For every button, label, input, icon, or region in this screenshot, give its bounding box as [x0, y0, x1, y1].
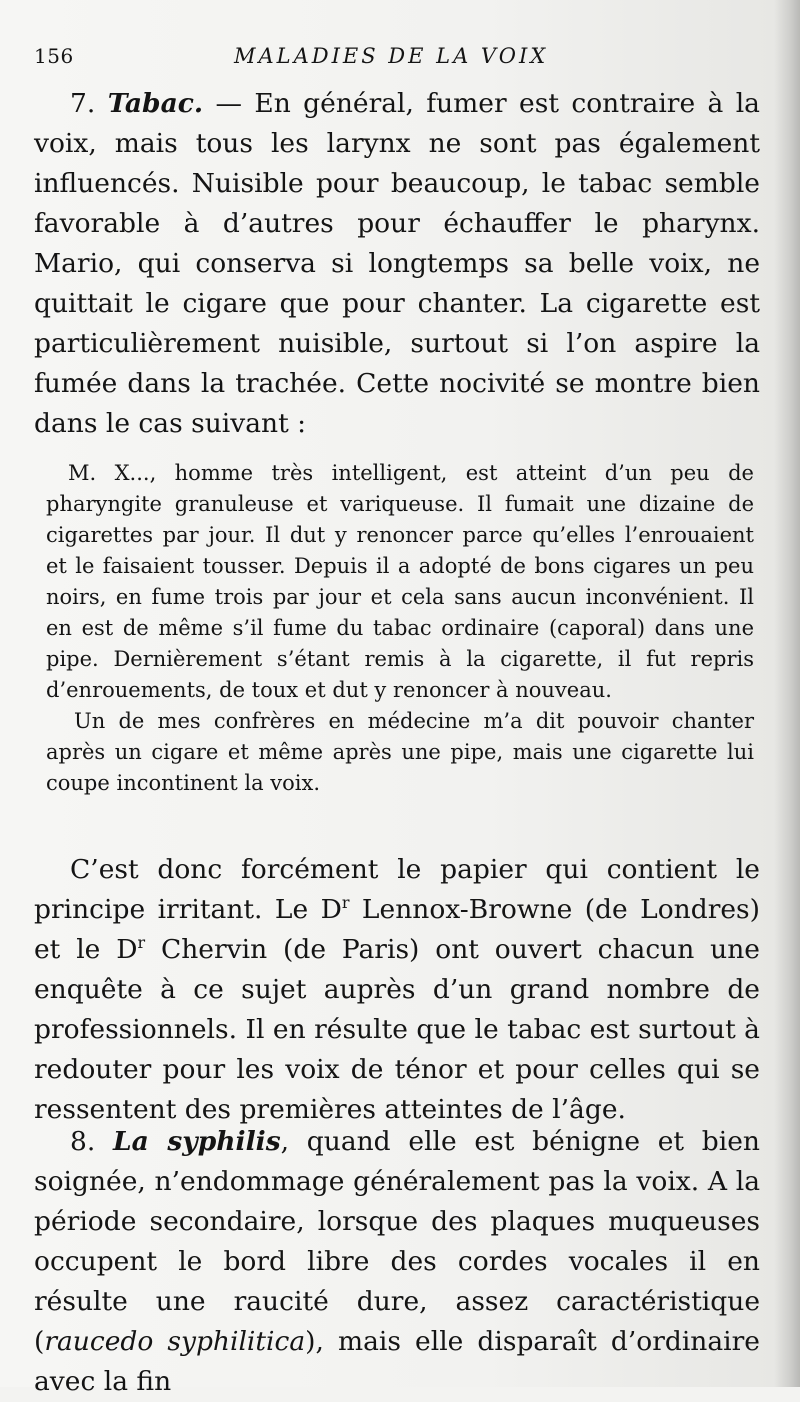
case-quote-paragraph-2: Un de mes confrères en médecine m’a dit pouvoir chanter après un cigare et même après une pipe, mais une cigarette lui coupe incontinent la voix. [46, 709, 754, 795]
section-8-paragraph [34, 1122, 760, 1402]
section-8-title: La syphilis [113, 1126, 281, 1157]
running-title: MALADIES DE LA VOIX [234, 44, 549, 68]
section-8-latin-term: raucedo syphilitica [44, 1326, 306, 1357]
section-7-title: Tabac. [107, 88, 204, 119]
section-7-paragraph [34, 84, 760, 444]
paragraph-paper-irritant [34, 850, 760, 1130]
case-quote-paragraph-1: M. X..., homme très intelligent, est atteint d’un peu de pharyngite granuleuse et variqueuse. Il fumait une dizaine de cigarettes par jour. Il dut y renoncer parce qu’elles l’enrouaient et le faisaient tousser. Depuis il a adopté de bons cigares un peu noirs, en fume trois par jour et cela sans aucun inconvénient. Il en est de même s’il fume du tabac ordinaire (caporal) dans une pipe. Dernièrement s’étant remis à la cigarette, il fut repris d’enrouements, de toux et dut y renoncer à nouveau. [46, 461, 754, 702]
page-edge-shadow [774, 0, 800, 1387]
doctor-abbrev-sup-2: r [137, 933, 146, 953]
section-7-text: — En général, fumer est contraire à la voix, mais tous les larynx ne sont pas également influencés. Nuisible pour beaucoup, le tabac semble favorable à d’autres pour échauffer le pharynx. Mario, qui conserva si longtemps sa belle voix, ne quittait le cigare que pour chanter. La cigarette est particulièrement nuisible, surtout si l’on aspire la fumée dans la trachée. Cette nocivité se montre bien dans le cas suivant : [34, 88, 760, 439]
doctor-abbrev-sup-1: r [341, 893, 350, 913]
case-quote [46, 458, 754, 799]
paragraph-text-1: C’est donc forcément le papier qui contient le principe irritant. Le D [34, 854, 760, 925]
page-number: 156 [34, 44, 74, 68]
section-8-text-a: , quand elle est bénigne et bien soignée, n’endommage généralement pas la voix. A la période secondaire, lorsque des plaques muqueuses occupent le bord libre des cordes vocales il en résulte une raucité dure, assez caractéristique ( [34, 1126, 760, 1357]
section-8-number: 8. [70, 1126, 96, 1157]
page-header [34, 44, 774, 74]
paragraph-text-3: Chervin (de Paris) ont ouvert chacun une enquête à ce sujet auprès d’un grand nombre de professionnels. Il en résulte que le tabac est surtout à redouter pour les voix de ténor et pour celles qui se ressentent des premières atteintes de l’âge. [34, 934, 760, 1125]
section-8-text-b: ), mais elle disparaît d’ordinaire avec la fin [34, 1326, 760, 1397]
section-7-number: 7. [70, 88, 96, 119]
paragraph-text-2: Lennox-Browne (de Londres) et le D [34, 894, 760, 965]
